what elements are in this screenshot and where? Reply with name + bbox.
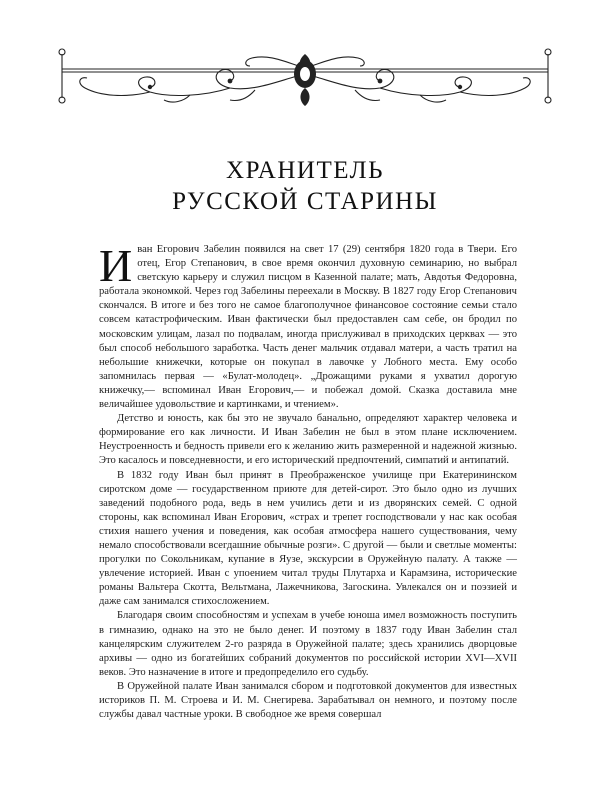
paragraph-2: Детство и юность, как бы это не звучало банально, определяют характер человека и формирование его как личности. И Иван Забелин не был в этом плане исключением. Неустроенность и бедность привели его к желанию жить размеренной и надежной жизнью. Это касалось и повседневности, и его исторический предпочтений, симпатий и антипатий. [99, 413, 517, 467]
page-title [0, 155, 610, 217]
paragraph-1 [99, 240, 517, 412]
paragraph-4: Благодаря своим способностям и успехам в учебе юноша имел возможность поступить в гимназию, однако на это не было денег. И поэтому в 1837 году Иван Забелин стал канцелярским служителем 2-го разряда в Оружейной палате; здесь хранились дворцовые архивы — одно из богатейших собраний документов по российской истории XVI—XVII веков. Это назначение в итоге и предопределило его судьбу. [99, 610, 517, 678]
title-line-2: РУССКОЙ СТАРИНЫ [172, 188, 438, 215]
title-line-1: ХРАНИТЕЛЬ [226, 157, 384, 184]
paragraph-3: В 1832 году Иван был принят в Преображенское училище при Екатерининском сиротском доме — государственном приюте для детей-сирот. Это было одно из лучших заведений подобного рода, ведь в нем учились дети и из дворянских семей. С одной стороны, как вспоминал Иван Егорович, «страх и трепет господствовали у нас как особая стихия нашего учения и поведения, как особая атмосфера нашего существования, чему немало способствовали всегдашние обычные розги». С другой — были и светлые моменты: прогулки по Сокольникам, купание в Яузе, экскурсии в Оружейную палату. А также — увлечение историей. Иван с упоением читал труды Плутарха и Карамзина, исторические романы Вальтера Скотта, Вельтмана, Лажечникова, Загоскина. Увлекался он и поэзией и даже сам занимался стихосложением. [99, 469, 517, 608]
paragraph-5: В Оружейной палате Иван занимался сбором и подготовкой документов для известных историков П. М. Строева и И. М. Снегирева. Зарабатывал он немного, и поэтому после службы давал частные уроки. В свободное же время совершал [99, 680, 517, 721]
body-text [99, 240, 517, 722]
decorative-header-ornament [40, 40, 570, 110]
paragraph-1-text: ван Егорович Забелин появился на свет 17 (29) сентября 1820 года в Твери. Его отец, Егор Степанович, в свое время окончил духовную семинарию, но выбрал светскую карьеру и служил писцом в Казенной палате; мать, Авдотья Федоровна, работала экономкой. Через год Забелины переехали в Москву. В 1827 году Егор Степанович скончался. В итоге и без того не самое благополучное финансовое состояние семьи стало совсем катастрофическим. Иван фактически был предоставлен сам себе, он бродил по московским улицам, лазал по подвалам, иногда прислуживал в приходских церквах — это был способ небольшого заработка. Часть денег мальчик отдавал матери, а часть тратил на небольшие книжечки, которые он покупал в лавочке у Лобного места. Ему особо запомнилась первая — «Булат-молодец». „Дрожащими руками я ухватил дорогую книжечку,— вспоминал Иван Егорович,— и побежал домой. Сказка доставила мне величайшее удовольствие и картинками, и чтением». [99, 244, 517, 411]
drop-cap: И [99, 240, 133, 291]
